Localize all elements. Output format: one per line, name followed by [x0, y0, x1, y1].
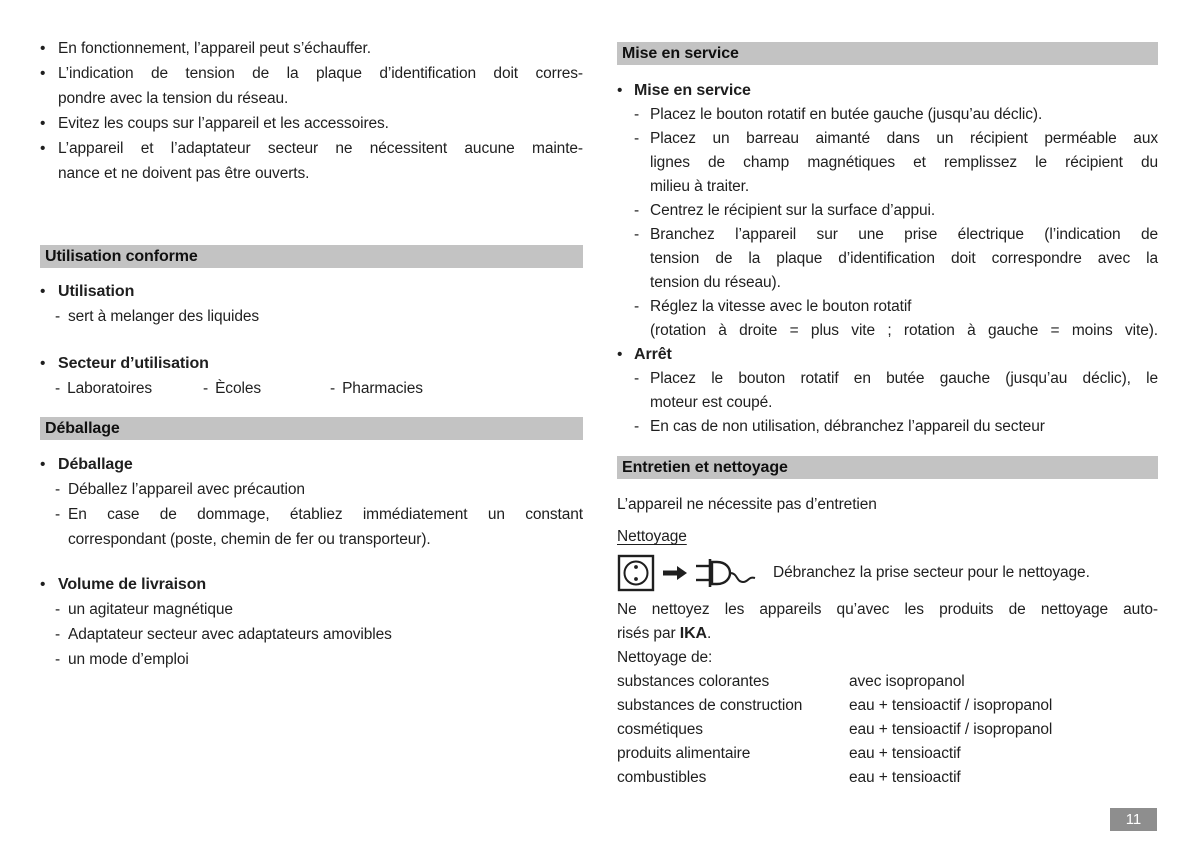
text-line: Placez le bouton rotatif en butée gauche (jusqu’au déclic), le — [650, 370, 1158, 387]
list-item — [40, 61, 583, 111]
bullet-marker: • — [40, 456, 46, 473]
table-row — [617, 670, 1158, 694]
text-line: Evitez les coups sur l’appareil et les accessoires. — [58, 115, 389, 132]
bullet-marker: • — [40, 355, 46, 372]
dash-marker: - — [55, 601, 61, 618]
subsection-title-volume — [40, 572, 583, 597]
text-line: moteur est coupé. — [650, 394, 773, 411]
list-item — [634, 367, 1158, 415]
left-column — [40, 0, 583, 672]
bullet-marker: • — [40, 115, 46, 132]
bullet-marker: • — [617, 346, 623, 363]
deballage-items — [55, 477, 583, 552]
text-line: Ne nettoyez les appareils qu’avec les produits de nettoyage auto- — [617, 601, 1158, 618]
text-line: Laboratoires — [67, 380, 153, 397]
cleaning-table — [617, 670, 1158, 790]
subsection-title-text: Secteur d’utilisation — [58, 355, 209, 372]
subsection-title-arret — [617, 343, 1158, 367]
subsection-title-text: Volume de livraison — [58, 576, 207, 593]
substance-cell: produits alimentaire — [617, 745, 751, 762]
dash-marker: - — [634, 130, 640, 147]
arrow-right-icon — [663, 565, 687, 581]
table-row — [617, 718, 1158, 742]
text-line: Placez le bouton rotatif en butée gauche (jusqu’au déclic). — [650, 106, 1043, 123]
table-row — [617, 742, 1158, 766]
text-line: un agitateur magnétique — [68, 601, 233, 618]
list-item — [40, 111, 583, 136]
list-item — [634, 103, 1158, 127]
dash-marker: - — [634, 226, 640, 243]
dash-marker: - — [55, 308, 61, 325]
text-line: L’appareil et l’adaptateur secteur ne nécessitent aucune mainte- — [58, 140, 583, 157]
list-item — [634, 415, 1158, 439]
text-line: pondre avec la tension du réseau. — [58, 90, 289, 107]
section-header-deballage: Déballage — [40, 417, 583, 440]
substance-cell: cosmétiques — [617, 721, 703, 738]
subsection-title-text: Mise en service — [634, 82, 751, 99]
plug-with-cable-icon — [695, 553, 759, 593]
bullet-marker: • — [40, 40, 46, 57]
substance-cell: substances de construction — [617, 697, 803, 714]
text-line: correspondant (poste, chemin de fer ou transporteur). — [68, 531, 431, 548]
dash-marker: - — [55, 626, 61, 643]
text-line: tension de la plaque d’identification doit correspondre avec la — [650, 250, 1158, 267]
unplug-note-text: Débranchez la prise secteur pour le nettoyage. — [773, 564, 1090, 581]
text-line: Centrez le récipient sur la surface d’appui. — [650, 202, 936, 219]
text-line: Adaptateur secteur avec adaptateurs amovibles — [68, 626, 392, 643]
dash-marker: - — [203, 380, 209, 397]
substance-cell: combustibles — [617, 769, 707, 786]
substance-cell: substances colorantes — [617, 673, 770, 690]
subsection-title-mise — [617, 79, 1158, 103]
subsection-title-deballage — [40, 452, 583, 477]
text-line: un mode d’emploi — [68, 651, 189, 668]
page-number: 11 — [1125, 811, 1142, 828]
bullet-marker: • — [40, 140, 46, 157]
brand-name: IKA — [679, 625, 708, 642]
bullet-marker: • — [40, 65, 46, 82]
text-line: nance et ne doivent pas être ouverts. — [58, 165, 310, 182]
bullet-marker: • — [617, 82, 623, 99]
subsection-title-secteur — [40, 351, 583, 376]
list-item — [55, 502, 583, 552]
list-item — [55, 376, 203, 401]
text-line: Pharmacies — [342, 380, 423, 397]
text-line: L’indication de tension de la plaque d’identification doit corres- — [58, 65, 583, 82]
list-item — [55, 477, 583, 502]
dash-marker: - — [55, 380, 61, 397]
section-header-entretien: Entretien et nettoyage — [617, 456, 1158, 479]
text-line: Réglez la vitesse avec le bouton rotatif — [650, 298, 912, 315]
text-line: sert à melanger des liquides — [68, 308, 260, 325]
dash-marker: - — [634, 298, 640, 315]
agent-cell: eau + tensioactif — [849, 769, 961, 786]
list-item — [203, 376, 330, 401]
list-item — [634, 127, 1158, 199]
nettoyage-label — [617, 525, 1158, 549]
text-line: (rotation à droite = plus vite ; rotation à gauche = moins vite). — [650, 322, 1158, 339]
subsection-title-text: Utilisation — [58, 283, 135, 300]
agent-cell: avec isopropanol — [849, 673, 965, 690]
mise-steps — [634, 103, 1158, 343]
secteur-items-row — [40, 376, 583, 401]
subsection-title-text: Déballage — [58, 456, 133, 473]
list-item — [634, 295, 1158, 343]
list-item — [55, 622, 583, 647]
page-number-badge — [1110, 808, 1157, 831]
bullet-marker: • — [40, 283, 46, 300]
cleaning-table-title: Nettoyage de: — [617, 649, 713, 666]
dash-marker: - — [634, 106, 640, 123]
right-column — [617, 0, 1158, 790]
dash-marker: - — [634, 202, 640, 219]
dash-marker: - — [55, 481, 61, 498]
bullet-marker: • — [40, 576, 46, 593]
list-item — [55, 597, 583, 622]
text-line: risés par IKA. — [617, 625, 712, 642]
power-socket-icon — [617, 554, 655, 592]
nettoyage-label-text: Nettoyage — [617, 528, 687, 545]
text-line: En case de dommage, établiez immédiatement un constant — [68, 506, 583, 523]
dash-marker: - — [634, 418, 640, 435]
no-maintenance-text: L’appareil ne nécessite pas d’entretien — [617, 496, 877, 513]
dash-marker: - — [634, 370, 640, 387]
dash-marker: - — [55, 506, 61, 523]
text-line: En cas de non utilisation, débranchez l’appareil du secteur — [650, 418, 1045, 435]
cleaning-products-note — [617, 598, 1158, 646]
text-line: milieu à traiter. — [650, 178, 750, 195]
text-line: Déballez l’appareil avec précaution — [68, 481, 305, 498]
utilisation-items — [55, 304, 583, 329]
subsection-title-utilisation — [40, 279, 583, 304]
text-line: Ècoles — [215, 380, 261, 397]
agent-cell: eau + tensioactif / isopropanol — [849, 721, 1053, 738]
unplug-pictogram-row — [617, 553, 1158, 593]
list-item — [40, 136, 583, 186]
text-line: En fonctionnement, l’appareil peut s’échauffer. — [58, 40, 371, 57]
safety-bullet-list — [40, 36, 583, 186]
section-header-utilisation-conforme: Utilisation conforme — [40, 245, 583, 268]
list-item — [55, 647, 583, 672]
list-item — [40, 36, 583, 61]
subsection-title-text: Arrêt — [634, 346, 672, 363]
agent-cell: eau + tensioactif — [849, 745, 961, 762]
text-line: Placez un barreau aimanté dans un récipient perméable aux — [650, 130, 1158, 147]
text-line: lignes de champ magnétiques et remplissez le récipient du — [650, 154, 1158, 171]
list-item — [634, 223, 1158, 295]
arret-steps — [634, 367, 1158, 439]
list-item — [634, 199, 1158, 223]
volume-items — [55, 597, 583, 672]
list-item — [55, 304, 583, 329]
text-line: tension du réseau). — [650, 274, 781, 291]
dash-marker: - — [55, 651, 61, 668]
text-line: Branchez l’appareil sur une prise électrique (l’indication de — [650, 226, 1158, 243]
section-header-mise-en-service: Mise en service — [617, 42, 1158, 65]
table-row — [617, 694, 1158, 718]
list-item — [330, 376, 423, 401]
dash-marker: - — [330, 380, 336, 397]
table-row — [617, 766, 1158, 790]
agent-cell: eau + tensioactif / isopropanol — [849, 697, 1053, 714]
